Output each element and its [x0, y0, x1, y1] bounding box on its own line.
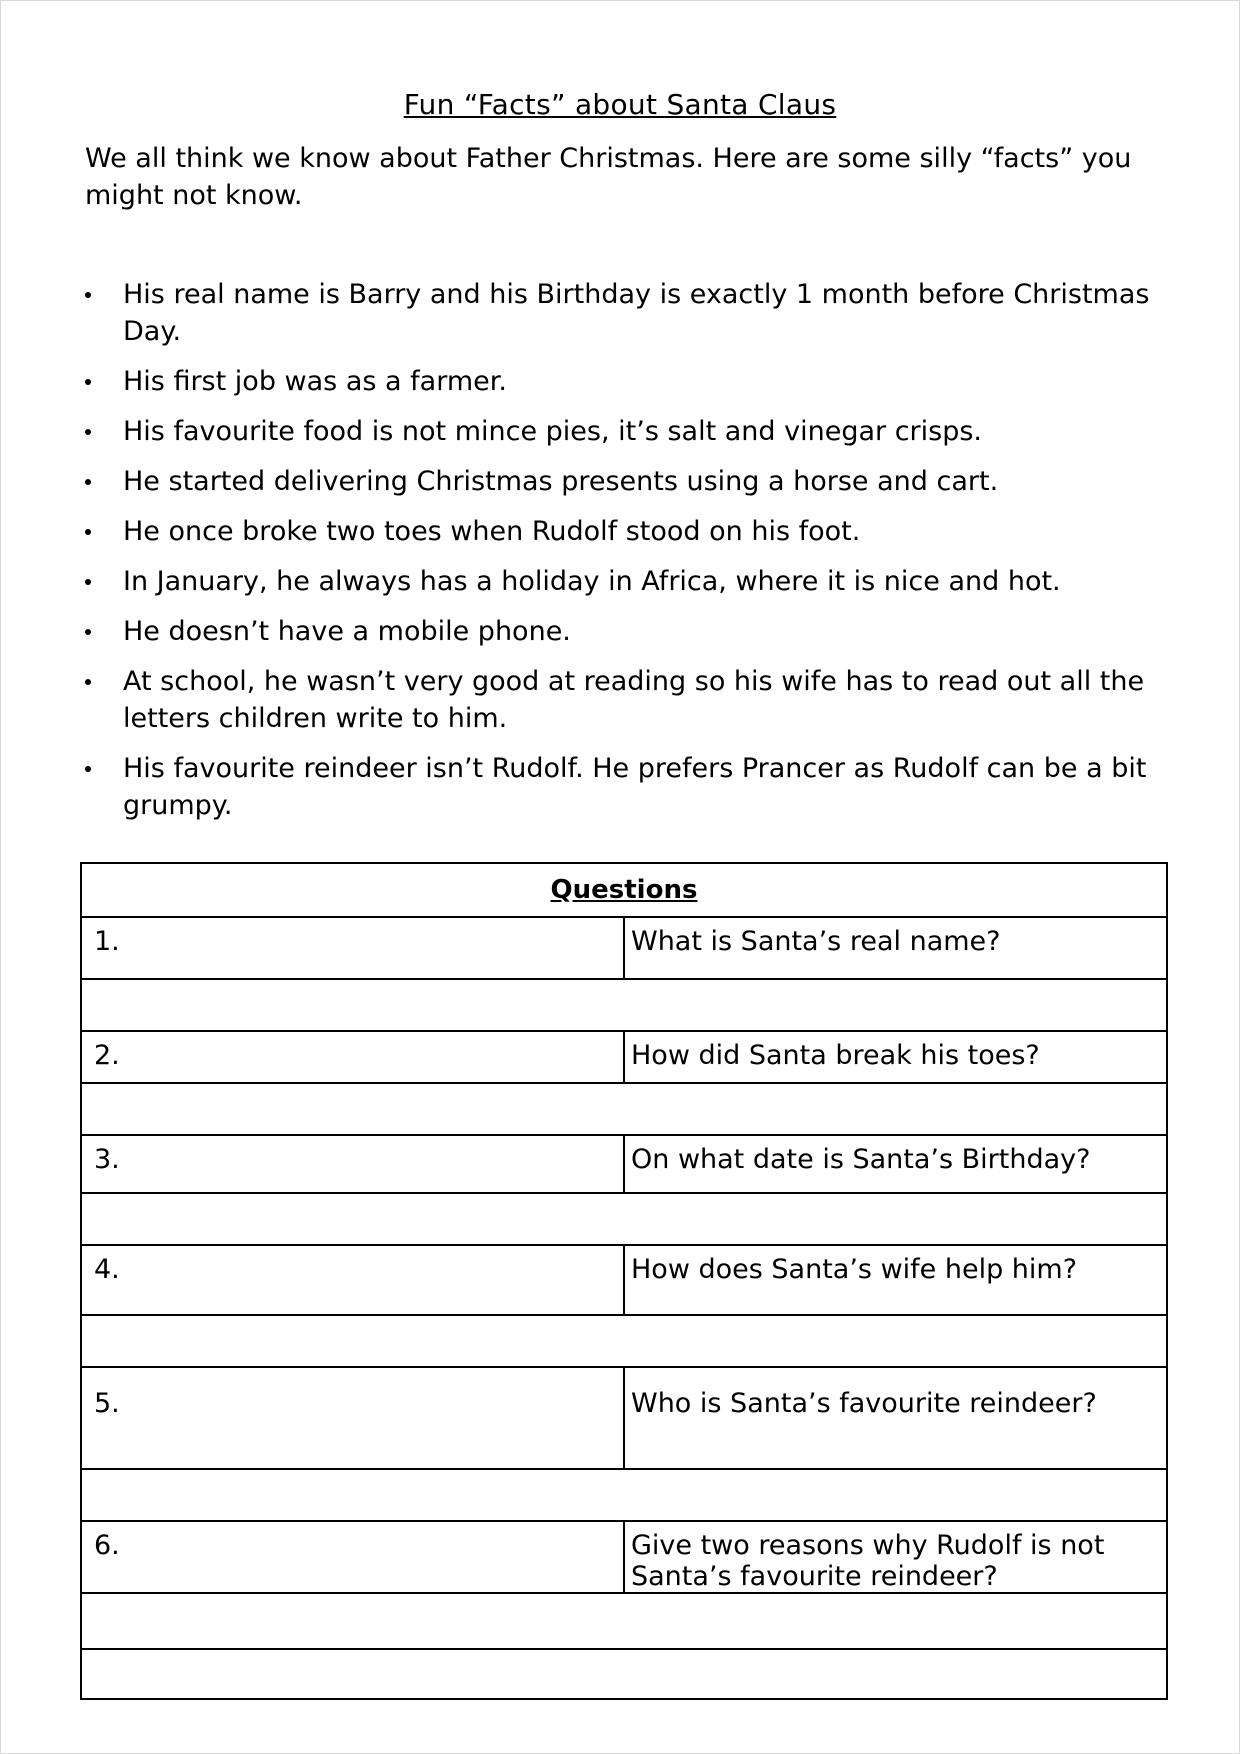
question-text: Give two reasons why Rudolf is not Santa’s favourite reindeer?: [624, 1521, 1167, 1593]
question-row: [81, 917, 1167, 979]
fact-text: He started delivering Christmas presents using a horse and cart.: [123, 466, 999, 497]
fact-text: He doesn’t have a mobile phone.: [123, 616, 571, 647]
question-row: [81, 1367, 1167, 1469]
question-number: 1.: [81, 917, 624, 979]
list-item: [85, 563, 1175, 600]
list-item: [85, 463, 1175, 500]
fact-text: He once broke two toes when Rudolf stood on his foot.: [123, 516, 861, 547]
question-text: Who is Santa’s favourite reindeer?: [624, 1367, 1167, 1469]
list-item: [85, 663, 1175, 737]
bullet-icon: [85, 529, 91, 535]
question-number: 2.: [81, 1031, 624, 1083]
fact-text: His favourite food is not mince pies, it’s salt and vinegar crisps.: [123, 416, 983, 447]
fact-text: In January, he always has a holiday in Africa, where it is nice and hot.: [123, 566, 1061, 597]
questions-table: [80, 862, 1168, 1700]
question-number: 4.: [81, 1245, 624, 1315]
question-number: 3.: [81, 1135, 624, 1193]
page-title: Fun “Facts” about Santa Claus: [403, 88, 837, 121]
bullet-icon: [85, 292, 91, 298]
answer-space[interactable]: [81, 979, 1167, 1031]
question-row: [81, 1245, 1167, 1315]
question-text: How did Santa break his toes?: [624, 1031, 1167, 1083]
answer-space[interactable]: [81, 1083, 1167, 1135]
answer-row[interactable]: [81, 979, 1167, 1031]
answer-row[interactable]: [81, 1083, 1167, 1135]
answer-row[interactable]: [81, 1193, 1167, 1245]
facts-list: [85, 276, 1175, 837]
fact-text: His real name is Barry and his Birthday is exactly 1 month before Christmas Day.: [123, 279, 1150, 347]
bullet-icon: [85, 629, 91, 635]
intro-paragraph: We all think we know about Father Christmas. Here are some silly “facts” you might not know.: [85, 143, 1132, 211]
answer-row[interactable]: [81, 1593, 1167, 1649]
question-text: What is Santa’s real name?: [624, 917, 1167, 979]
list-item: [85, 276, 1175, 350]
fact-text: His favourite reindeer isn’t Rudolf. He prefers Prancer as Rudolf can be a bit grumpy.: [123, 753, 1147, 821]
question-number: 5.: [81, 1367, 624, 1469]
answer-space[interactable]: [81, 1469, 1167, 1521]
question-text: How does Santa’s wife help him?: [624, 1245, 1167, 1315]
answer-space[interactable]: [81, 1649, 1167, 1699]
answer-space[interactable]: [81, 1193, 1167, 1245]
bullet-icon: [85, 429, 91, 435]
answer-space[interactable]: [81, 1315, 1167, 1367]
bullet-icon: [85, 479, 91, 485]
fact-text: His first job was as a farmer.: [123, 366, 507, 397]
bullet-icon: [85, 766, 91, 772]
questions-header-row: [81, 863, 1167, 917]
bullet-icon: [85, 379, 91, 385]
answer-row[interactable]: [81, 1649, 1167, 1699]
bullet-icon: [85, 579, 91, 585]
list-item: [85, 750, 1175, 824]
list-item: [85, 363, 1175, 400]
question-row: [81, 1521, 1167, 1593]
question-text: On what date is Santa’s Birthday?: [624, 1135, 1167, 1193]
list-item: [85, 513, 1175, 550]
bullet-icon: [85, 679, 91, 685]
question-number: 6.: [81, 1521, 624, 1593]
answer-row[interactable]: [81, 1315, 1167, 1367]
answer-row[interactable]: [81, 1469, 1167, 1521]
list-item: [85, 613, 1175, 650]
fact-text: At school, he wasn’t very good at reading so his wife has to read out all the letters children write to him.: [123, 666, 1145, 734]
questions-heading: Questions: [81, 863, 1167, 917]
answer-space[interactable]: [81, 1593, 1167, 1649]
question-row: [81, 1135, 1167, 1193]
question-row: [81, 1031, 1167, 1083]
list-item: [85, 413, 1175, 450]
